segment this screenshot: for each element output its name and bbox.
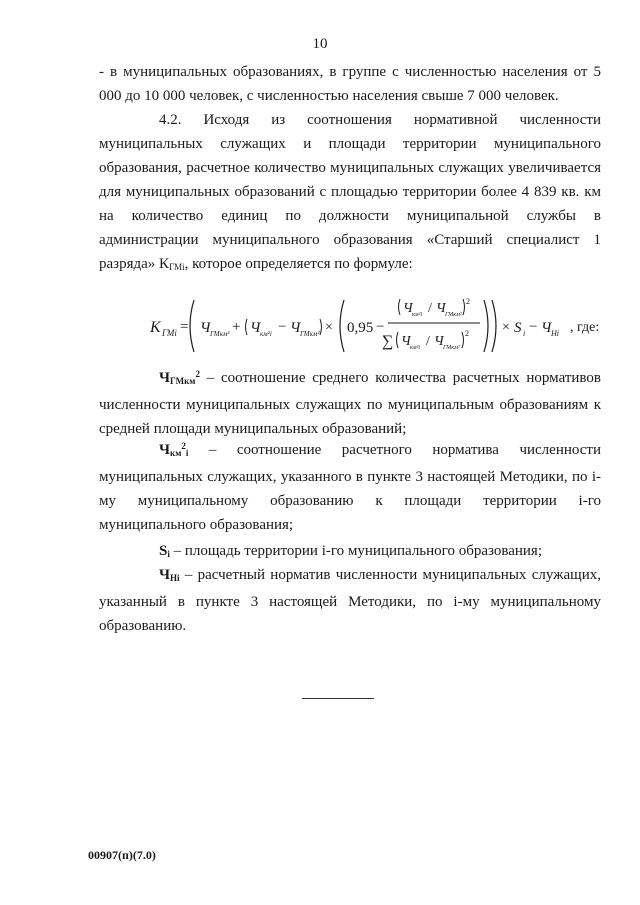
svg-text:Ч: Ч — [290, 320, 301, 336]
paragraph-municipal-groups: - в муниципальных образованиях, в группе с численностью населения от 5 000 до 10 000 человек, с численностью населения свыше 7 000 человек. — [99, 64, 601, 104]
svg-text:−: − — [376, 319, 385, 335]
def2-sub: км — [170, 448, 182, 458]
def2-text: – соотношение расчетного норматива численности муниципальных служащих, указанного в пункте 3 настоящей Методики, по i-му муниципальному образованию к площади территории i-го муниципального образования; — [99, 442, 601, 533]
svg-text:−: − — [278, 319, 287, 335]
def2-sup: 2 — [181, 441, 186, 451]
svg-text:∑: ∑ — [382, 333, 394, 350]
def4-symbol: Ч — [159, 567, 171, 583]
formula-kgmi — [150, 294, 600, 358]
svg-text:Ч: Ч — [403, 301, 413, 316]
page-number: 10 — [312, 36, 328, 52]
svg-text:2: 2 — [465, 329, 469, 338]
end-divider-line — [302, 698, 374, 699]
formula-suffix: , где: — [570, 320, 600, 335]
definition-ch-km2i — [99, 434, 601, 537]
svg-text:S: S — [514, 320, 522, 336]
svg-text:Ч: Ч — [436, 301, 446, 316]
svg-text:ГМкм²: ГМкм² — [210, 330, 230, 338]
svg-text:ГМкм²: ГМкм² — [443, 345, 460, 351]
svg-text:ГМкм²: ГМкм² — [445, 312, 462, 318]
svg-text:−: − — [529, 319, 538, 335]
paragraph-4-2 — [99, 108, 601, 279]
svg-text:Ч: Ч — [401, 334, 411, 349]
def1-text: – соотношение среднего количества расчетных нормативов численности муниципальных служащих по муниципальным образованиям к средней площади муниципальных образований; — [99, 370, 601, 437]
formula-lhs-sub: ГМi — [162, 328, 177, 338]
def4-text: – расчетный норматив численности муниципальных служащих, указанный в пункте 3 настоящей Методики, по i-му муниципальному образованию. — [99, 567, 601, 634]
definition-ch-gmkm2 — [99, 362, 601, 441]
paragraph-4-2-tail: , которое определяется по формуле: — [184, 256, 413, 272]
svg-text:/: / — [426, 334, 430, 349]
footer-document-code: 00907(п)(7.0) — [88, 848, 156, 862]
svg-text:Ч: Ч — [250, 320, 261, 336]
svg-text:Ч: Ч — [541, 320, 552, 336]
def1-symbol: Ч — [159, 370, 171, 386]
svg-text:+: + — [232, 319, 241, 335]
svg-text:км²i: км²i — [412, 312, 423, 318]
paragraph-4-2-text: 4.2. Исходя из соотношения нормативной численности муниципальных служащих и площади территории муниципального образования, расчетное количество муниципальных служащих увеличивается для муниципальных образований с площадью территории более 4 839 кв. км на количество единиц по должности муниципальной службы в администрации муниципального образования «Старший специалист 1 разряда» К — [99, 112, 601, 272]
definition-s-i — [99, 539, 601, 566]
formula-coef: 0,95 — [347, 320, 374, 336]
paragraph-4-2-symbol-sub: ГМi — [169, 262, 185, 272]
def1-sup: 2 — [195, 369, 200, 379]
def1-sub: ГМкм — [170, 376, 196, 386]
svg-text:Ч: Ч — [434, 334, 444, 349]
svg-text:×: × — [502, 320, 510, 335]
svg-text:Ч: Ч — [200, 320, 211, 336]
def4-sub: Ні — [170, 573, 180, 583]
def3-symbol: S — [159, 543, 168, 559]
def2-symbol: Ч — [159, 442, 171, 458]
svg-text:2: 2 — [466, 297, 470, 306]
svg-text:ГМкм²: ГМкм² — [300, 330, 320, 338]
svg-text:км²i: км²i — [260, 330, 272, 338]
svg-text:км²i: км²i — [410, 345, 421, 351]
svg-text:i: i — [523, 329, 526, 338]
def3-sub: i — [167, 549, 170, 559]
def3-text: – площадь территории i-го муниципального образования; — [169, 543, 542, 559]
formula-lhs: К — [150, 319, 161, 336]
svg-text:=: = — [180, 319, 189, 335]
svg-text:×: × — [325, 320, 333, 335]
svg-text:/: / — [428, 301, 432, 316]
definition-ch-ni — [99, 563, 601, 638]
def2-sub2: i — [185, 448, 189, 458]
svg-text:Нi: Нi — [551, 329, 559, 338]
